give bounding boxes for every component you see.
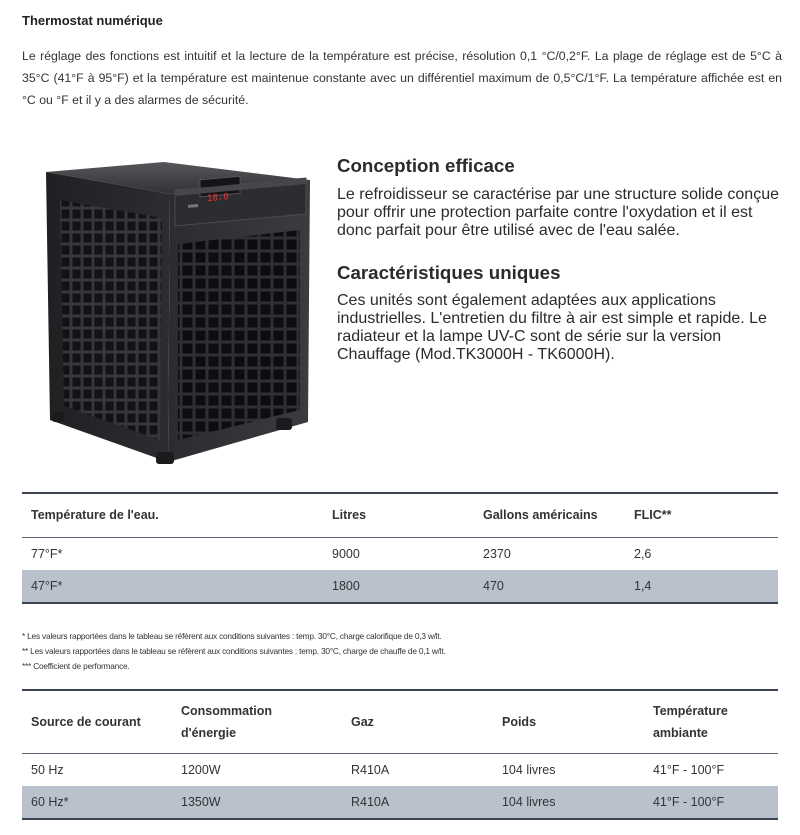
table-cell: 2,6 — [634, 546, 652, 561]
table-row — [22, 570, 778, 603]
column-header: Température de l'eau. — [22, 493, 323, 537]
thermostat-title: Thermostat numérique — [22, 13, 163, 28]
table-cell: 470 — [474, 570, 625, 603]
table-footnotes — [22, 629, 446, 674]
table-row — [22, 537, 778, 570]
column-header: Litres — [323, 493, 474, 537]
table-cell: 41°F - 100°F — [652, 762, 725, 777]
table-row — [22, 786, 778, 819]
chiller-illustration — [38, 160, 323, 470]
table-cell: 104 livres — [501, 762, 556, 777]
display-readout: 18.0 — [207, 192, 229, 205]
table-cell: 50 Hz — [31, 762, 64, 777]
table-cell: R410A — [350, 762, 390, 777]
table-cell: 60 Hz* — [22, 786, 172, 819]
table-cell: 2370 — [483, 546, 511, 561]
caracteristiques-title: Caractéristiques uniques — [337, 262, 561, 283]
column-header: Gallons américains — [474, 493, 625, 537]
column-header: Température ambiante — [644, 690, 778, 753]
column-header: Poids — [493, 690, 644, 753]
table-cell: 77°F* — [31, 546, 63, 561]
specifications-table — [22, 689, 778, 820]
column-header: FLIC** — [625, 493, 778, 537]
conception-title: Conception efficace — [337, 155, 515, 176]
chiller-product-image — [38, 160, 323, 470]
caracteristiques-description: Ces unités sont également adaptées aux applications industrielles. L'entretien du filtre à air est simple et rapide. Le radiateur et la lampe UV-C sont de série sur la version Chauffage (Mod.TK3000H - TK6000H). — [337, 292, 767, 363]
table-cell: 41°F - 100°F — [644, 786, 778, 819]
column-header: Consommation d'énergie — [172, 690, 342, 753]
table-cell: 9000 — [332, 546, 360, 561]
footnote: * Les valeurs rapportées dans le tableau se réfèrent aux conditions suivantes : temp. 30°C, charge calorifique de 0,3 w/lt. — [22, 631, 442, 641]
thermostat-description: Le réglage des fonctions est intuitif et la lecture de la température est précise, résolution 0,1 °C/0,2°F. La plage de réglage est de 5°C à 35°C (41°F à 95°F) et la température est maintenue constante avec un différentiel maximum de 0,5°C/1°F. La température affichée est en °C ou °F et il y a des alarmes de sécurité. — [22, 49, 782, 107]
table-cell: R410A — [342, 786, 493, 819]
conception-description: Le refroidisseur se caractérise par une structure solide conçue pour offrir une protection parfaite contre l'oxydation et il est donc parfait pour être utilisé avec de l'eau salée. — [337, 186, 779, 239]
table-cell: 1350W — [172, 786, 342, 819]
table-cell: 1800 — [323, 570, 474, 603]
footnote: ** Les valeurs rapportées dans le tableau se réfèrent aux conditions suivantes : temp. 30°C, charge de chauffe de 0,1 w/lt. — [22, 646, 446, 656]
footnote: *** Coefficient de performance. — [22, 661, 130, 671]
table-cell: 47°F* — [22, 570, 323, 603]
column-header: Gaz — [342, 690, 493, 753]
table-header-row — [22, 493, 778, 537]
table-cell: 104 livres — [493, 786, 644, 819]
table-row — [22, 753, 778, 786]
table-cell: 1200W — [181, 762, 221, 777]
column-header: Source de courant — [22, 690, 172, 753]
table-header-row — [22, 690, 778, 753]
table-cell: 1,4 — [625, 570, 778, 603]
capacity-table — [22, 492, 778, 604]
